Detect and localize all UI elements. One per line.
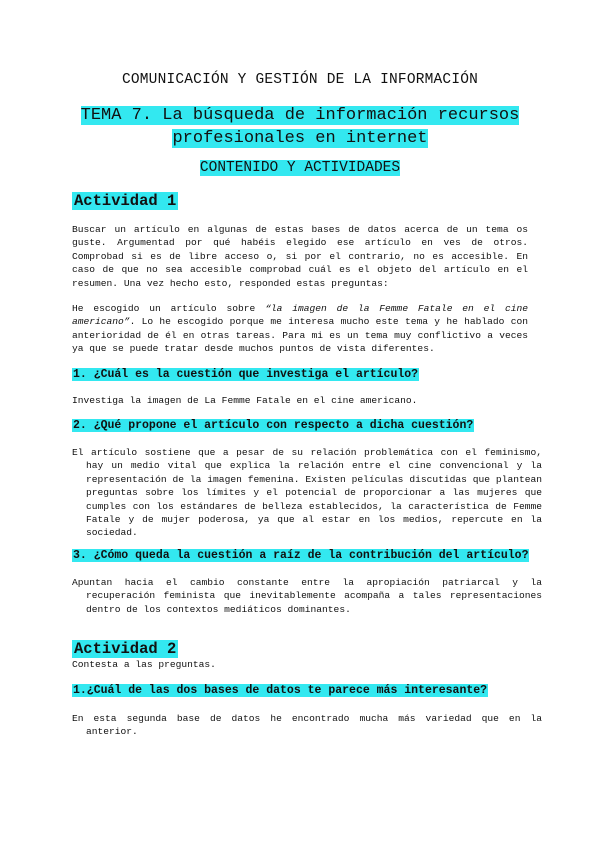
activity-1-question-2: 2. ¿Qué propone el artículo con respecto a dicha cuestión? <box>73 419 474 432</box>
activity-1-answer-2: El artículo sostiene que a pesar de su relación problemática con el feminismo, hay un medio vital que explica la relación entre el cine convencional y la representación de la imagen femenina. Existen películas discutidas que plantean preguntas sobre los límites y el potencial de proporcionar a las mujeres que cumples con los estándares de belleza establecidos, la característica de Femme Fatale y de mujer poderosa, ya que al estar en los medios, repercute en la sociedad. <box>72 447 542 539</box>
tema-heading <box>0 104 600 150</box>
activity-1-answer-intro: He escogido un artículo sobre <box>72 303 266 314</box>
activity-1-answer <box>72 302 528 356</box>
activity-1-article-title: “la imagen de la Femme Fatale en el cine americano” <box>72 303 529 328</box>
tema-heading-line2: profesionales en internet <box>172 129 428 148</box>
activity-2-instructions: Contesta a las preguntas. <box>72 659 216 670</box>
activity-2-answer-1: En esta segunda base de datos he encontrado mucha más variedad que en la anterior. <box>72 713 542 738</box>
activity-1-question-1: 1. ¿Cuál es la cuestión que investiga el artículo? <box>73 368 419 381</box>
activity-1-answer-1: Investiga la imagen de La Femme Fatale en el cine americano. <box>72 395 418 406</box>
activity-1-answer-rest: . Lo he escogido porque me interesa mucho este tema y he hablado con anterioridad de él en otras tareas. Para mi es un tema muy conflictivo a veces ya que se puede tratar desde muchos puntos de vista diferentes. <box>72 316 528 355</box>
tema-heading-line1: TEMA 7. La búsqueda de información recursos <box>80 106 520 125</box>
activity-1-question-3: 3. ¿Cómo queda la cuestión a raíz de la contribución del artículo? <box>73 549 529 562</box>
activity-1-instructions: Buscar un artículo en algunas de estas bases de datos acerca de un tema os guste. Argumentad por qué habéis elegido ese artículo en ves de otros. Comprobad si es de libre acceso o, si por el contrario, no es accesible. En caso de que no sea accesible comprobad cuál es el objeto del artículo en el resumen. Una vez hecho esto, responded estas preguntas: <box>72 224 528 289</box>
contents-heading-text: CONTENIDO Y ACTIVIDADES <box>199 160 401 176</box>
contents-heading <box>0 160 600 176</box>
document-title: COMUNICACIÓN Y GESTIÓN DE LA INFORMACIÓN <box>121 72 479 88</box>
activity-1-answer-3: Apuntan hacia el cambio constante entre la apropiación patriarcal y la recuperación feminista que inevitablemente acompaña a tales representaciones dentro de los contextos mediáticos dominantes. <box>72 577 542 615</box>
activity-2-question-1: 1.¿Cuál de las dos bases de datos te parece más interesante? <box>73 684 488 697</box>
activity-1-heading: Actividad 1 <box>74 192 177 210</box>
activity-2-heading: Actividad 2 <box>74 640 177 658</box>
